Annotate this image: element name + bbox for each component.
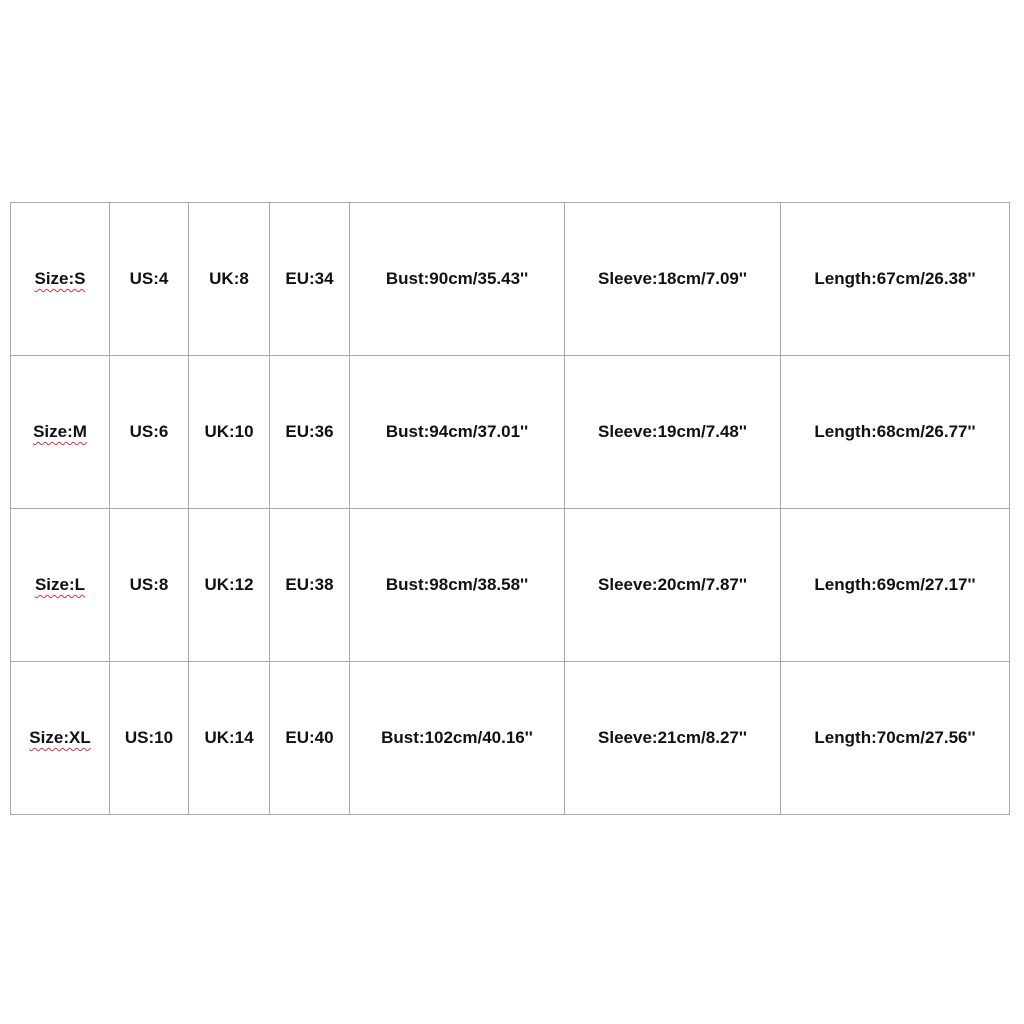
us-size-cell: US:6 [110, 356, 189, 509]
sleeve-cell: Sleeve:20cm/7.87'' [565, 509, 781, 662]
size-label: Size:XL [29, 728, 91, 747]
eu-size-cell: EU:40 [270, 662, 350, 815]
length-cell: Length:69cm/27.17'' [781, 509, 1010, 662]
bust-cell: Bust:94cm/37.01'' [350, 356, 565, 509]
eu-size-cell: EU:36 [270, 356, 350, 509]
bust-cell: Bust:98cm/38.58'' [350, 509, 565, 662]
size-label: Size:L [34, 575, 86, 594]
eu-size-cell: EU:34 [270, 203, 350, 356]
uk-size-cell: UK:14 [189, 662, 270, 815]
size-row-s [11, 203, 1010, 356]
sleeve-cell: Sleeve:21cm/8.27'' [565, 662, 781, 815]
size-cell [11, 662, 110, 815]
bust-cell: Bust:102cm/40.16'' [350, 662, 565, 815]
us-size-cell: US:4 [110, 203, 189, 356]
us-size-cell: US:10 [110, 662, 189, 815]
eu-size-cell: EU:38 [270, 509, 350, 662]
size-label: Size:S [34, 269, 86, 288]
size-row-l [11, 509, 1010, 662]
us-size-cell: US:8 [110, 509, 189, 662]
length-cell: Length:67cm/26.38'' [781, 203, 1010, 356]
sleeve-cell: Sleeve:18cm/7.09'' [565, 203, 781, 356]
size-cell [11, 203, 110, 356]
length-cell: Length:68cm/26.77'' [781, 356, 1010, 509]
size-chart-table [10, 202, 1010, 815]
length-cell: Length:70cm/27.56'' [781, 662, 1010, 815]
size-row-m [11, 356, 1010, 509]
size-cell [11, 509, 110, 662]
size-label: Size:M [33, 422, 87, 441]
bust-cell: Bust:90cm/35.43'' [350, 203, 565, 356]
uk-size-cell: UK:8 [189, 203, 270, 356]
size-cell [11, 356, 110, 509]
uk-size-cell: UK:12 [189, 509, 270, 662]
sleeve-cell: Sleeve:19cm/7.48'' [565, 356, 781, 509]
size-row-xl [11, 662, 1010, 815]
uk-size-cell: UK:10 [189, 356, 270, 509]
